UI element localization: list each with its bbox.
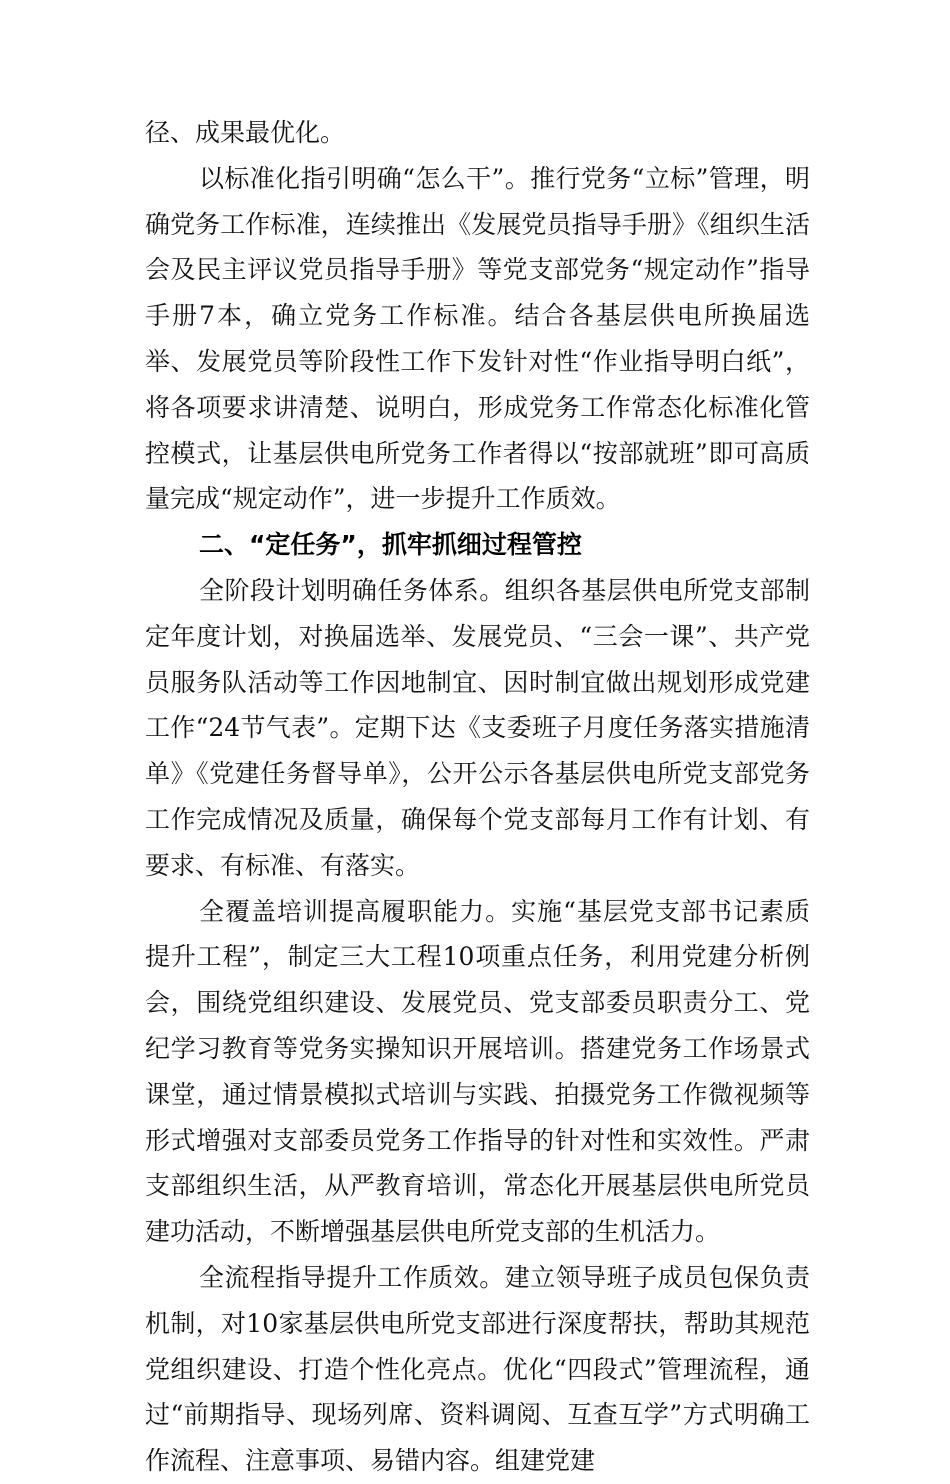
paragraph-guidance: 全流程指导提升工作质效。建立领导班子成员包保负责机制，对10家基层供电所党支部进行深度帮扶，帮助其规范党组织建设、打造个性化亮点。优化“四段式”管理流程，通过“前期指导、现场列席、资料调阅、互查互学”方式明确工作流程、注意事项、易错内容。组建党建	[145, 1262, 810, 1476]
paragraph-standardization: 以标准化指引明确“怎么干”。推行党务“立标”管理，明确党务工作标准，连续推出《发展党员指导手册》《组织生活会及民主评议党员指导手册》等党支部党务“规定动作”指导手册7本，确立党务工作标准。结合各基层供电所换届选举、发展党员等阶段性工作下发针对性“作业指导明白纸”，将各项要求讲清楚、说明白，形成党务工作常态化标准化管控模式，让基层供电所党务工作者得以“按部就班”即可高质量完成“规定动作”，进一步提升工作质效。	[145, 163, 810, 514]
document-body	[145, 110, 810, 1484]
paragraph-training: 全覆盖培训提高履职能力。实施“基层党支部书记素质提升工程”，制定三大工程10项重点任务，利用党建分析例会，围绕党组织建设、发展党员、党支部委员职责分工、党纪学习教育等党务实操知识开展培训。搭建党务工作场景式课堂，通过情景模拟式培训与实践、拍摄党务工作微视频等形式增强对支部委员党务工作指导的针对性和实效性。严肃支部组织生活，从严教育培训，常态化开展基层供电所党员建功活动，不断增强基层供电所党支部的生机活力。	[145, 896, 810, 1247]
section-heading: 二、“定任务”，抓牢抓细过程管控	[199, 530, 582, 560]
paragraph-continuation: 径、成果最优化。	[145, 118, 346, 147]
paragraph-task-system: 全阶段计划明确任务体系。组织各基层供电所党支部制定年度计划，对换届选举、发展党员、“三会一课”、共产党员服务队活动等工作因地制宜、因时制宜做出规划形成党建工作“24节气表”。定期下达《支委班子月度任务落实措施清单》《党建任务督导单》，公开公示各基层供电所党支部党务工作完成情况及质量，确保每个党支部每月工作有计划、有要求、有标准、有落实。	[145, 575, 810, 880]
